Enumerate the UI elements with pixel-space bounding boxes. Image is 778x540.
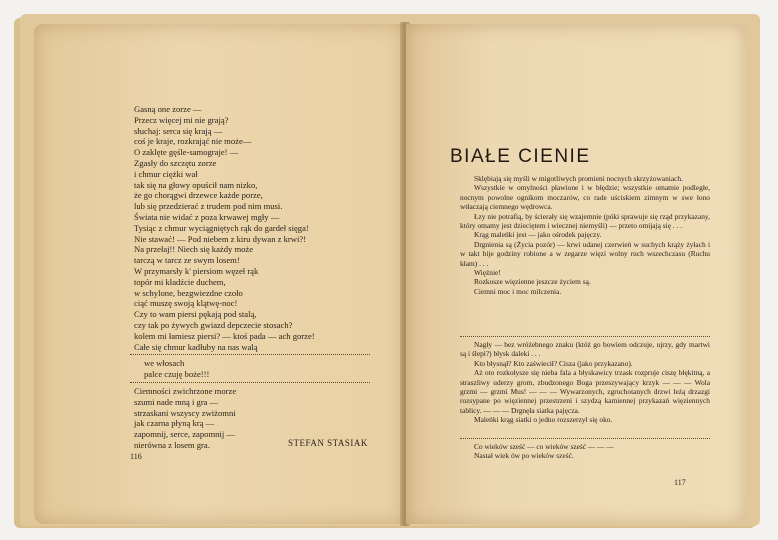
poem-line: O zaklęte gęśle-samograje! — bbox=[134, 147, 239, 158]
prose-paragraph: Sklębiają się myśli w migotliwych promieni nocnych skrzyżowaniach. bbox=[474, 174, 683, 183]
poem-stanza-1 bbox=[134, 104, 315, 352]
prose-paragraph: Więźnie! bbox=[474, 268, 501, 278]
poem-line: ciąć muszę swoją klątwę-noc! bbox=[134, 298, 238, 309]
page-number-left: 116 bbox=[130, 452, 142, 461]
poem-line: Ciemności zwichrzone morze bbox=[134, 386, 237, 396]
prose-paragraph: Łzy nie potrafią, by ścierały się wzajemnie (póki sprawuje się rząd przykazany, który omamy jest dzieciętem i wiecznej niemyśli) — przeto omijają się . . . bbox=[460, 211, 710, 231]
right-page bbox=[406, 24, 746, 524]
poem-line: topór mi kładźcie duchem, bbox=[134, 276, 226, 287]
prose-paragraph: Kto błysnął? Kto zaświecił? Cisza (jako przykazano). bbox=[474, 358, 633, 368]
poem-line: Nie stawać! — Pod niebem z kiru dywan z krwi?! bbox=[134, 233, 307, 244]
poem-line: czy tak po żywych gwiazd depczecie stosach? bbox=[134, 319, 293, 330]
poem-line: W przymarsły k' piersiom węzeł rąk bbox=[134, 265, 259, 276]
author-signature: STEFAN STASIAK bbox=[288, 438, 368, 448]
poem-line: coś je kraje, rozkrająć nie może— bbox=[134, 136, 252, 147]
prose-paragraph: Ciemni moc i moc milczenia. bbox=[474, 286, 562, 296]
poem-stanza-3 bbox=[134, 386, 236, 451]
poem-line: Czy to wam piersi pękają pod stalą, bbox=[134, 309, 257, 320]
prose-paragraph: Rozkosze więzienne jeszcze życiem są. bbox=[474, 277, 591, 287]
poem-line: że go chorągwi drzewce każde porze, bbox=[134, 190, 263, 201]
poem-line: tarczą w tarcz ze swym losem! bbox=[134, 255, 240, 266]
prose-paragraph: Nagły — bez wróżebnego znaku (któż go bowiem odczuje, ujrzy, gdy martwi są i ślepi?) błysk daleki . . . bbox=[460, 340, 710, 359]
poem-line: słuchaj: serca się krają — bbox=[134, 125, 223, 136]
poem-stanza-2 bbox=[144, 358, 209, 380]
poem-line: Tysiąc z chmur wyciągniętych rąk do gardeł sięga! bbox=[134, 222, 309, 233]
prose-paragraph: Wszystkie w omylności pławione i w błędzie; wszystkie omamie podległe, nocnym powolne ognikom moczarów, co rade uściskiem zimnym w swe łono wtłaczają ciemnego wędrowca. bbox=[460, 183, 710, 212]
poem-line: tak się na głowy opuścił nam nizko, bbox=[134, 179, 258, 190]
prose-paragraph: Aż oto rozkołysze się nieba fala a błyskawicy trzask rozpruje ciszę błękitną, a straszliwy uderzy grom, zbudzonego Boga przeszywający krzyk — — — Wola grzmi — grzmi Mus! — — — Wywarzonych, zgruchotanych drzwi leżą drzazgi rozsypane po więziennej przestrzeni i szydzą kamiennej przykazań więziennych tablicy. — — — Drgnęła siatka pajęcza. bbox=[460, 368, 710, 415]
poem-line: jak czarna płyną krą — bbox=[134, 418, 215, 429]
poem-line: we włosach bbox=[144, 358, 185, 368]
left-page bbox=[34, 24, 404, 524]
poem-line: Na przełaj!! Niech się każdy może bbox=[134, 244, 254, 255]
poem-line: Całe się chmur kadłuby na nas walą bbox=[134, 341, 258, 352]
poem-line: palce czuję boże!!! bbox=[144, 368, 210, 379]
dotted-separator bbox=[130, 382, 370, 383]
chapter-title: BIAŁE CIENIE bbox=[450, 146, 591, 167]
poem-line: i chmur ciężki wał bbox=[134, 168, 198, 179]
prose-section-2 bbox=[460, 340, 710, 425]
open-book bbox=[14, 14, 766, 530]
poem-line: Gasną one zorze — bbox=[134, 104, 202, 114]
prose-paragraph: Drgnienia są (Życia pozór) — krwi udanej czerwień w suchych krąży żyłach i w takt bije godziny robione a w zegarze więzi wolny ruch wszechczasu (Ruchu kłam) . . . bbox=[460, 239, 710, 268]
dotted-separator bbox=[460, 438, 710, 439]
poem-line: kolem mi łamiesz piersi? — ktoś pada — ach gorze! bbox=[134, 330, 315, 341]
poem-line: zapomnij, serce, zapomnij — bbox=[134, 429, 235, 440]
page-number-right: 117 bbox=[674, 478, 686, 487]
prose-line: Co wieków sześć — co wieków sześć — — — bbox=[474, 442, 614, 451]
prose-paragraph: Maleńki krąg siatki o jedno rozszerzył się oko. bbox=[474, 415, 613, 425]
prose-line: Nastał wiek ów po wieków sześć. bbox=[474, 451, 574, 461]
poem-line: strzaskani wszyscy zwiżomni bbox=[134, 407, 236, 418]
prose-section-1 bbox=[460, 174, 710, 296]
prose-paragraph: Krąg maleńki jest — jako ośrodek pajęczy. bbox=[474, 230, 602, 240]
dotted-separator bbox=[460, 336, 710, 337]
poem-line: Zgasły do szczętu zorze bbox=[134, 157, 217, 168]
prose-section-3 bbox=[460, 442, 710, 461]
dotted-separator bbox=[130, 354, 370, 355]
poem-line: w schylone, bezgwiezdne czoło bbox=[134, 287, 243, 298]
poem-line: lub się przedzierać z trudem pod nim musi. bbox=[134, 201, 283, 212]
poem-line: Świata nie widać z poza krwawej mgły — bbox=[134, 211, 280, 222]
poem-line: Przecz więcej mi nie grają? bbox=[134, 114, 229, 125]
poem-line: szumi nade mną i gra — bbox=[134, 396, 219, 407]
poem-line: nierówna z losem gra. bbox=[134, 439, 210, 450]
